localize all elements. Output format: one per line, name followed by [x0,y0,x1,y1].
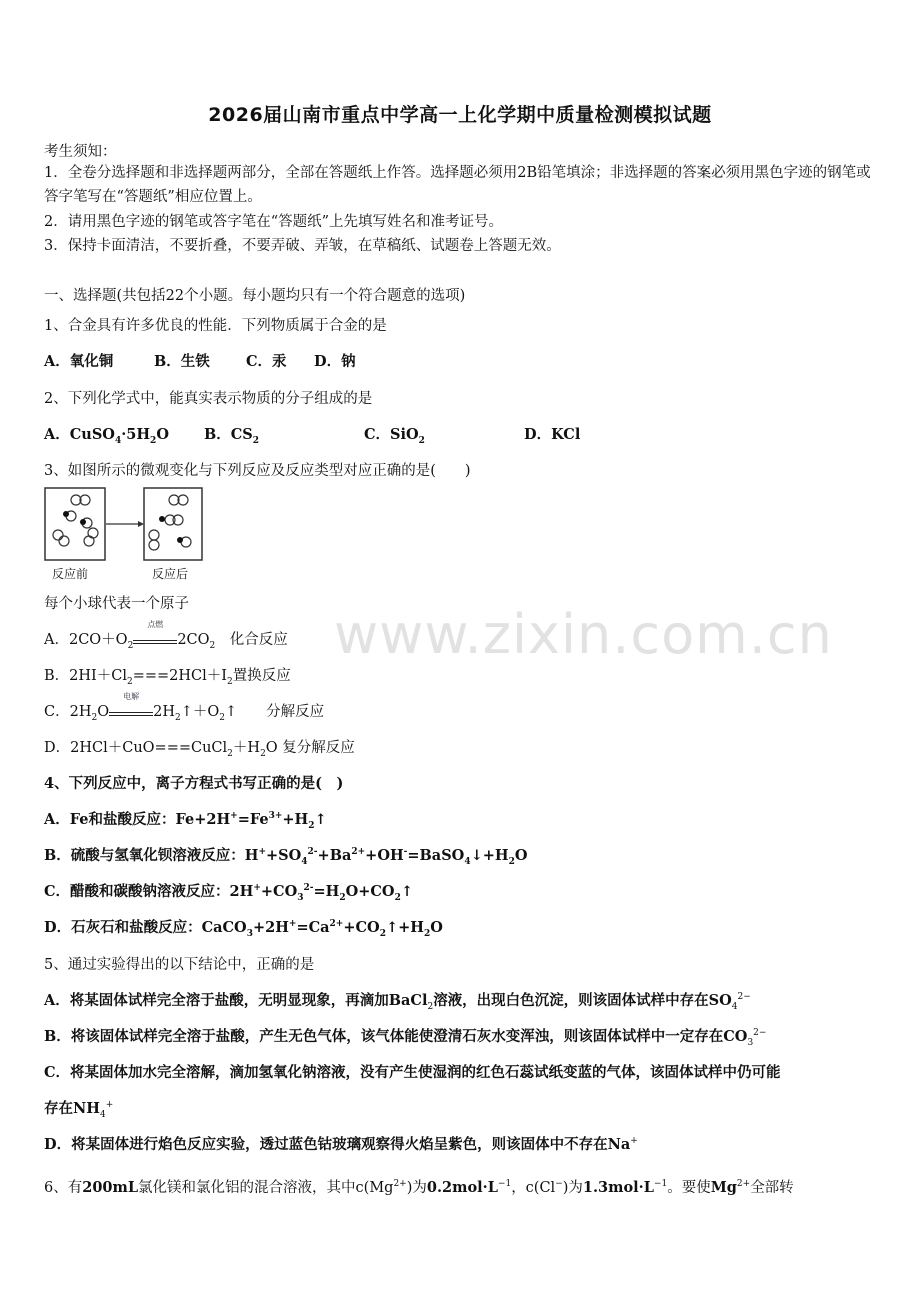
q6-stem: 6、有200mL氯化镁和氯化铝的混合溶液，其中$c(Mg^{2+})$为$0.2mol\cdot L^{-1}$，c(Cl−)为$1.3mol\cdot L^{-1}$。要使$Mg^{2+}$全部转 [44,1179,794,1196]
after-molecules [149,495,191,550]
q5-stem: 5、通过实验得出的以下结论中，正确的是 [44,957,315,973]
electrolysis-arrow: 电解 [109,702,153,716]
ignite-arrow: 点燃 [133,630,177,644]
q3-option-a[interactable]: A．$2CO+O_2$ 点燃 $2CO_2$ 化合反应 [44,620,288,651]
q2-option-c[interactable]: C．SiO$_2$ [364,426,425,446]
reaction-diagram [44,486,214,586]
label-after: 反应后 [152,567,189,581]
arrow-icon [138,521,144,527]
q4-option-a[interactable]: A．Fe和盐酸反应：$Fe+2H^+=Fe^{3+}+H_2↑$ [44,811,327,831]
q4-option-c[interactable]: C．醋酸和碳酸钠溶液反应：$2H^++CO_3^{2-}=H_2O+CO_2↑$ [44,883,413,903]
page-title: 2026届山南市重点中学高一上化学期中质量检测模拟试题 [208,104,712,126]
q1-option-b[interactable]: B．生铁 [154,353,210,370]
q2-option-b[interactable]: B．$CS_2$ [204,426,260,446]
label-before: 反应前 [52,567,89,581]
q3-note: 每个小球代表一个原子 [44,596,189,612]
q5-option-a[interactable]: A．将某固体试样完全溶于盐酸，无明显现象，再滴加BaCl$_2$溶液，出现白色沉淀，则该固体试样中存在$SO_4^{2-}$ [44,992,751,1012]
notice-heading: 考生须知： [44,144,117,160]
before-molecules [53,495,98,546]
q1-option-d[interactable]: D．钠 [314,353,356,370]
q1-option-c[interactable]: C．汞 [246,353,287,370]
before-box [45,488,105,560]
q5-option-c-cont: 存在$NH_4^+$ [44,1100,114,1120]
q1-stem: 1、合金具有许多优良的性能．下列物质属于合金的是 [44,318,387,334]
q5-option-d[interactable]: D．将某固体进行焰色反应实验，透过蓝色钴玻璃观察得火焰呈紫色，则该固体中不存在Na+ [44,1136,638,1153]
q4-stem: 4、下列反应中，离子方程式书写正确的是( ) [44,775,344,792]
q5-option-b[interactable]: B．将该固体试样完全溶于盐酸，产生无色气体，该气体能使澄清石灰水变浑浊，则该固体试样中一定存在$CO_3^{2-}$ [44,1028,767,1048]
q2-option-d[interactable]: D．KCl [524,426,581,443]
q3-stem: 3、如图所示的微观变化与下列反应及反应类型对应正确的是( ) [44,463,471,479]
q2-options [44,423,580,444]
after-dark-atom-2 [177,537,183,543]
notice-item-2: 2．请用黑色字迹的钢笔或答字笔在“答题纸”上先填写姓名和准考证号。 [44,214,504,230]
q3-option-c[interactable]: C．$2H_2O$ 电解 $2H_2↑+O_2↑$ 分解反应 [44,692,325,723]
after-dark-atom-1 [159,516,165,522]
q4-option-b[interactable]: B．硫酸与氢氧化钡溶液反应：$H^++SO_4^{2-}+Ba^{2+}+OH^-=BaSO_4↓+H_2O$ [44,847,528,867]
q3-option-d[interactable]: D．$2HCl+CuO===CuCl_2+H_2O$ 复分解反应 [44,740,355,759]
q2-option-a[interactable]: A．$CuSO_4\cdot 5H_2O$ [44,426,169,446]
q3-option-b[interactable]: B．$2HI+Cl_2===2HCl+I_2$置换反应 [44,668,291,687]
q1-option-a[interactable]: A．氧化铜 [44,353,114,370]
notice-item-1: 1．全卷分选择题和非选择题两部分，全部在答题纸上作答。选择题必须用2B铅笔填涂；非选择题的答案必须用黑色字迹的钢笔或答字笔写在“答题纸”相应位置上。 [44,165,871,205]
before-dark-atom-2 [80,519,86,525]
notice-item-3: 3．保持卡面清洁，不要折叠，不要弄破、弄皱，在草稿纸、试题卷上答题无效。 [44,238,561,254]
q5-option-c[interactable]: C．将某固体加水完全溶解，滴加氢氧化钠溶液，没有产生使湿润的红色石蕊试纸变蓝的气体，该固体试样中仍可能 [44,1064,781,1081]
q2-stem: 2、下列化学式中，能真实表示物质的分子组成的是 [44,391,373,407]
before-dark-atom-1 [63,511,69,517]
q1-options [44,350,356,371]
q4-option-d[interactable]: D．石灰石和盐酸反应：$CaCO_3+2H^+=Ca^{2+}+CO_2↑+H_2O$ [44,919,443,939]
watermark: www.zixin.com.cn [334,603,833,666]
section-heading: 一、选择题(共包括22个小题。每小题均只有一个符合题意的选项) [44,288,466,304]
